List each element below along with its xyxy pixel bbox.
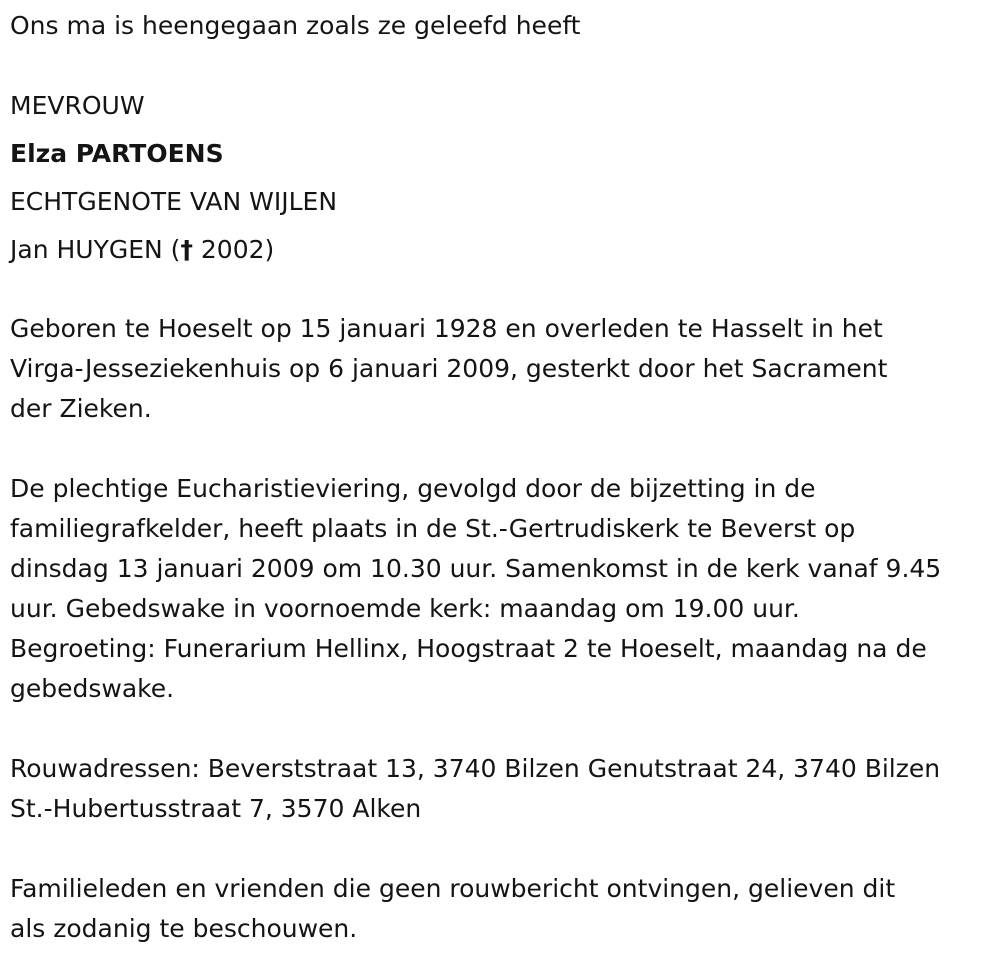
birth-line: Virga-Jesseziekenhuis op 6 januari 2009, gesterkt door het Sacrament [10,354,888,383]
ceremony-line: dinsdag 13 januari 2009 om 10.30 uur. Samenkomst in de kerk vanaf 9.45 [10,554,942,583]
spouse-death-year: 2002) [192,235,275,264]
ceremony-line: uur. Gebedswake in voornoemde kerk: maandag om 19.00 uur. [10,594,800,623]
closing-line: Familieleden en vrienden die geen rouwbericht ontvingen, gelieven dit [10,874,896,903]
person-title: MEVROUW [10,91,145,120]
ceremony-line: familiegrafkelder, heeft plaats in de St.-Gertrudiskerk te Beverst op [10,514,856,543]
deceased-name: Elza PARTOENS [10,139,224,168]
birth-line: der Zieken. [10,394,152,423]
intro-line: Ons ma is heengegaan zoals ze geleefd heeft [10,11,581,40]
spouse-line [10,230,274,270]
cross-icon: † [180,235,193,264]
birth-line: Geboren te Hoeselt op 15 januari 1928 en overleden te Hasselt in het [10,314,883,343]
spouse-name: Jan HUYGEN ( [10,235,181,264]
address-line: Rouwadressen: Beverststraat 13, 3740 Bilzen Genutstraat 24, 3740 Bilzen [10,754,941,783]
ceremony-line: gebedswake. [10,674,175,703]
closing-line: als zodanig te beschouwen. [10,914,358,943]
relation-line: ECHTGENOTE VAN WIJLEN [10,187,338,216]
ceremony-line: Begroeting: Funerarium Hellinx, Hoogstraat 2 te Hoeselt, maandag na de [10,634,927,663]
address-line: St.-Hubertusstraat 7, 3570 Alken [10,794,422,823]
ceremony-line: De plechtige Eucharistieviering, gevolgd door de bijzetting in de [10,474,816,503]
